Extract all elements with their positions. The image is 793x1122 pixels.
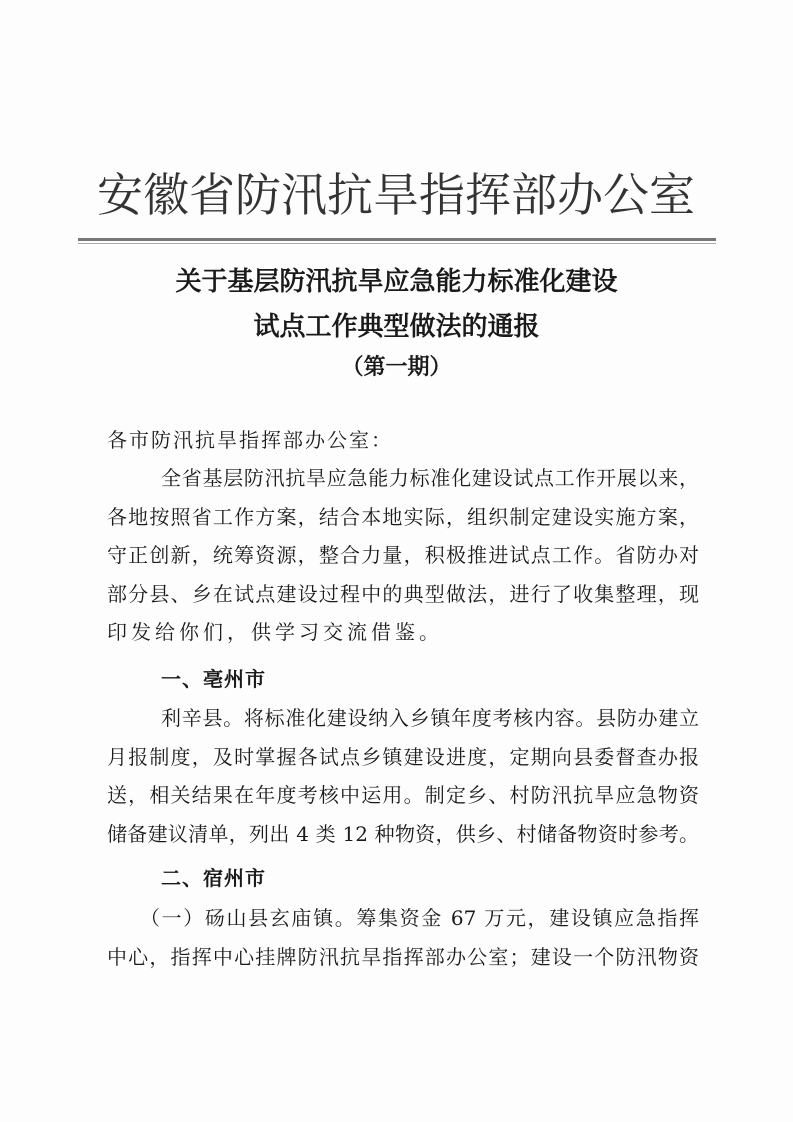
intro-line: 全省基层防汛抗旱应急能力标准化建设试点工作开展以来， <box>161 466 699 490</box>
section2-line: （一）砀山县玄庙镇。筹集资金 67 万元，建设镇应急指挥 <box>140 906 699 930</box>
letterhead-divider-thin <box>78 243 716 244</box>
document-issue: （第一期） <box>341 354 452 380</box>
document-title-line1: 关于基层防汛抗旱应急能力标准化建设 <box>175 267 618 297</box>
section1-line: 储备建议清单，列出 4 类 12 种物资，供乡、村储备物资时参考。 <box>107 822 699 846</box>
section-heading-suzhou: 二、宿州市 <box>161 866 266 890</box>
letterhead: 安徽省防汛抗旱指挥部办公室 <box>97 168 695 222</box>
intro-line: 印发给你们，供学习交流借鉴。 <box>107 620 443 644</box>
section1-line: 送，相关结果在年度考核中运用。制定乡、村防汛抗旱应急物资 <box>107 783 699 807</box>
section-heading-bozhou: 一、亳州市 <box>161 667 266 691</box>
section1-line: 月报制度，及时掌握各试点乡镇建设进度，定期向县委督查办报 <box>107 745 699 769</box>
section1-line: 利辛县。将标准化建设纳入乡镇年度考核内容。县防办建立 <box>161 706 699 730</box>
letterhead-divider <box>78 238 716 241</box>
section2-line: 中心，指挥中心挂牌防汛抗旱指挥部办公室；建设一个防汛物资 <box>107 945 699 969</box>
intro-line: 各地按照省工作方案，结合本地实际，组织制定建设实施方案， <box>107 505 699 529</box>
intro-line: 部分县、乡在试点建设过程中的典型做法，进行了收集整理，现 <box>107 582 699 606</box>
intro-line: 守正创新，统筹资源，整合力量，积极推进试点工作。省防办对 <box>107 543 699 567</box>
document-title-line2: 试点工作典型做法的通报 <box>253 312 540 342</box>
salutation: 各市防汛抗旱指挥部办公室： <box>107 428 393 452</box>
